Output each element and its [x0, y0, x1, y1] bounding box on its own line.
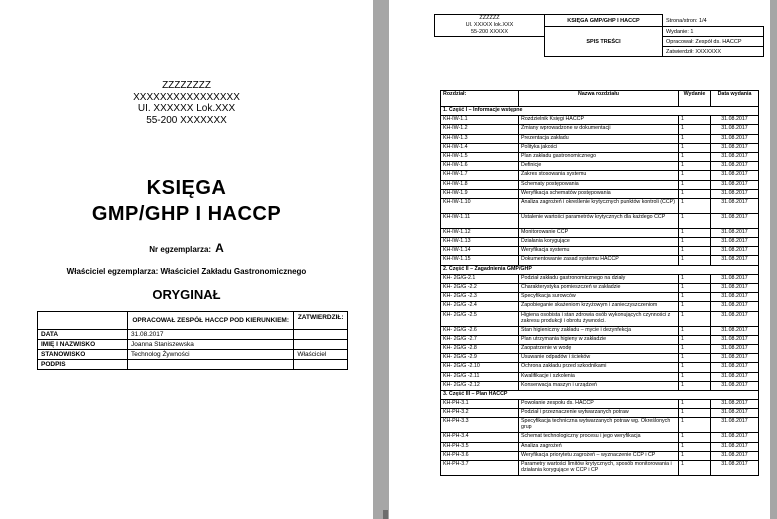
toc-edition: 1: [679, 180, 711, 189]
toc-chapter-name: Schemat technologiczny procesu i jego weryfikacja: [519, 433, 679, 442]
toc-chapter-code: KH-PH-3.5: [441, 442, 519, 451]
toc-date: 31.08.2017: [711, 354, 759, 363]
toc-row: [441, 433, 759, 442]
toc-chapter-code: KH-IW-1.2: [441, 125, 519, 134]
toc-edition: 1: [679, 433, 711, 442]
company-block: [435, 15, 545, 37]
toc-chapter-code: KH- 2G/G -2.8: [441, 344, 519, 353]
toc-chapter-name: Zmiany wprowadzone w dokumentacji: [519, 125, 679, 134]
toc-edition: 1: [679, 189, 711, 198]
toc-chapter-name: Konserwacja maszyn i urządzeń: [519, 381, 679, 390]
toc-edition: 1: [679, 213, 711, 228]
toc-chapter-name: Zaopatrzenie w wodę: [519, 344, 679, 353]
company-line: ZZZZZZ: [479, 15, 500, 21]
toc-edition: 1: [679, 284, 711, 293]
approval-label: STANOWISKO: [38, 350, 128, 360]
approved-header: ZATWIERDZIŁ:: [294, 312, 348, 330]
approval-label: PODPIS: [38, 360, 128, 370]
section-name: SPIS TREŚCI: [545, 27, 663, 57]
toc-date: 31.08.2017: [711, 189, 759, 198]
toc-chapter-code: KH-IW-1.15: [441, 256, 519, 265]
toc-chapter-name: Działania korygujące: [519, 238, 679, 247]
toc-row: [441, 198, 759, 213]
toc-row: [441, 311, 759, 326]
toc-chapter-name: Zapobieganie skażeniom krzyżowym i zanieczyszczeniom: [519, 302, 679, 311]
toc-row: [441, 354, 759, 363]
approval-row: [38, 350, 348, 360]
toc-date: 31.08.2017: [711, 162, 759, 171]
toc-date: 31.08.2017: [711, 442, 759, 451]
header-spacer: [435, 47, 545, 57]
toc-edition: 1: [679, 326, 711, 335]
approval-label: DATA: [38, 330, 128, 340]
company-line: 55-200 XXXXX: [471, 29, 508, 35]
toc-date: 31.08.2017: [711, 274, 759, 283]
toc-edition: 1: [679, 344, 711, 353]
original-label: ORYGINAŁ: [152, 287, 221, 302]
toc-row: [441, 171, 759, 180]
toc-chapter-code: KH- 2G/G -2.9: [441, 354, 519, 363]
toc-date: 31.08.2017: [711, 180, 759, 189]
toc-chapter-code: KH-PH-3.2: [441, 409, 519, 418]
toc-date: 31.08.2017: [711, 335, 759, 344]
toc-section-row: [441, 390, 759, 399]
address-line: ZZZZZZZZ: [162, 80, 211, 91]
toc-edition: 1: [679, 134, 711, 143]
toc-chapter-name: Kwalifikacje i szkolenia: [519, 372, 679, 381]
approval-row: [38, 360, 348, 370]
toc-chapter-code: KH- 2G/G -2.3: [441, 293, 519, 302]
address-line: UI. XXXXXX Lok.XXX: [137, 103, 236, 114]
toc-chapter-name: Weryfikacja schematów postępowania: [519, 189, 679, 198]
toc-chapter-code: KH-IW-1.5: [441, 152, 519, 161]
toc-table: [440, 90, 759, 476]
toc-chapter-name: Stan higieniczny zakładu – mycie i dezynfekcja: [519, 326, 679, 335]
copy-owner: Właściciel egzemplarza: Właściciel Zakładu Gastronomicznego: [66, 267, 307, 276]
toc-chapter-name: Podział zakładu gastronomicznego na działy: [519, 274, 679, 283]
toc-row: [441, 344, 759, 353]
toc-date: 31.08.2017: [711, 344, 759, 353]
toc-chapter-code: KH- 2G/G -2.5: [441, 311, 519, 326]
toc-row: [441, 152, 759, 161]
toc-edition: 1: [679, 125, 711, 134]
toc-edition: 1: [679, 143, 711, 152]
toc-edition: 1: [679, 293, 711, 302]
toc-edition: 1: [679, 228, 711, 237]
toc-row: [441, 418, 759, 433]
toc-chapter-name: Plan utrzymania higieny w zakładzie: [519, 335, 679, 344]
toc-date: 31.08.2017: [711, 302, 759, 311]
toc-row: [441, 134, 759, 143]
toc-chapter-name: Powołanie zespołu ds. HACCP: [519, 400, 679, 409]
toc-chapter-code: KH- 2G/G -2.4: [441, 302, 519, 311]
toc-date: 31.08.2017: [711, 228, 759, 237]
toc-chapter-code: KH-IW-1.7: [441, 171, 519, 180]
title-line: GMP/GHP I HACCP: [91, 203, 282, 225]
toc-chapter-name: Ochrona zakładu przed szkodnikami: [519, 363, 679, 372]
toc-chapter-name: Polityka jakości: [519, 143, 679, 152]
toc-edition: 1: [679, 418, 711, 433]
toc-date: 31.08.2017: [711, 152, 759, 161]
company-address: [0, 80, 373, 126]
approval-row: [38, 340, 348, 350]
copy-number: [0, 241, 373, 255]
toc-row: [441, 256, 759, 265]
toc-date: 31.08.2017: [711, 256, 759, 265]
address-line: 55-200 XXXXXXX: [146, 114, 227, 126]
approval-approved-value: [294, 330, 348, 340]
toc-edition: 1: [679, 451, 711, 460]
toc-date: 31.08.2017: [711, 418, 759, 433]
toc-section-title: 2. Część II – Zagadnienia GMP/GHP: [441, 265, 759, 274]
toc-date: 31.08.2017: [711, 293, 759, 302]
toc-chapter-code: KH-IW-1.4: [441, 143, 519, 152]
toc-edition: 1: [679, 247, 711, 256]
toc-chapter-code: KH- 2G/G -2.12: [441, 381, 519, 390]
approval-prepared-value: Technolog Żywności: [128, 350, 294, 360]
toc-chapter-code: KH- 2G/G -2.6: [441, 326, 519, 335]
toc-row: [441, 335, 759, 344]
toc-row: [441, 302, 759, 311]
toc-date: 31.08.2017: [711, 400, 759, 409]
toc-chapter-name: Parametry wartości limitów krytycznych, sposób monitorowania i działania korygujące w CCP i CP: [519, 461, 679, 476]
toc-date: 31.08.2017: [711, 213, 759, 228]
toc-row: [441, 363, 759, 372]
company-line: Ul. XXXXX lok.XXX: [465, 22, 514, 28]
toc-edition: 1: [679, 335, 711, 344]
toc-chapter-name: Weryfikacja priorytetu zagrożeń – wyznaczenie CCP i CP: [519, 451, 679, 460]
toc-section-title: 3. Część III – Plan HACCP: [441, 390, 759, 399]
toc-chapter-code: KH-IW-1.9: [441, 189, 519, 198]
prepared-by: Opracował: Zespół ds. HACCP: [663, 37, 764, 47]
toc-row: [441, 189, 759, 198]
toc-date: 31.08.2017: [711, 171, 759, 180]
toc-date: 31.08.2017: [711, 238, 759, 247]
toc-row: [441, 326, 759, 335]
book-name: KSIĘGA GMP/GHP I HACCP: [545, 15, 663, 27]
toc-row: [441, 143, 759, 152]
book-title: [0, 175, 373, 227]
toc-row: [441, 293, 759, 302]
approval-label: IMIĘ I NAZWISKO: [38, 340, 128, 350]
page-count: Strona/stron: 1/4: [663, 15, 764, 27]
approval-approved-value: [294, 340, 348, 350]
toc-chapter-code: KH-PH-3.4: [441, 433, 519, 442]
toc-date: 31.08.2017: [711, 372, 759, 381]
toc-row: [441, 442, 759, 451]
toc-chapter-name: Schematy postępowania: [519, 180, 679, 189]
toc-edition: 1: [679, 302, 711, 311]
toc-chapter-name: Prezentacja zakładu: [519, 134, 679, 143]
toc-date: 31.08.2017: [711, 247, 759, 256]
toc-row: [441, 372, 759, 381]
toc-edition: 1: [679, 381, 711, 390]
approval-approved-value: [294, 360, 348, 370]
toc-chapter-code: KH-IW-1.10: [441, 198, 519, 213]
toc-date: 31.08.2017: [711, 461, 759, 476]
approval-row: [38, 330, 348, 340]
toc-chapter-name: Weryfikacja systemu: [519, 247, 679, 256]
approval-prepared-value: 31.08.2017: [128, 330, 294, 340]
toc-chapter-code: KH-IW-1.12: [441, 228, 519, 237]
toc-date: 31.08.2017: [711, 363, 759, 372]
toc-date: 31.08.2017: [711, 326, 759, 335]
toc-row: [441, 247, 759, 256]
toc-edition: 1: [679, 152, 711, 161]
toc-chapter-code: KH-IW-1.14: [441, 247, 519, 256]
toc-chapter-code: KH-IW-1.1: [441, 116, 519, 125]
toc-section-row: [441, 265, 759, 274]
toc-chapter-name: Monitorowanie CCP: [519, 228, 679, 237]
toc-date: 31.08.2017: [711, 451, 759, 460]
toc-chapter-name: Usuwanie odpadów i ścieków: [519, 354, 679, 363]
approval-table: [37, 311, 348, 370]
toc-chapter-code: KH-PH-3.1: [441, 400, 519, 409]
toc-section-title: 1. Część I – Informacje wstępne: [441, 107, 759, 116]
toc-col-date: Data wydania: [711, 91, 759, 107]
toc-date: 31.08.2017: [711, 116, 759, 125]
toc-edition: 1: [679, 198, 711, 213]
toc-row: [441, 180, 759, 189]
toc-chapter-name: Specyfikacja surowców: [519, 293, 679, 302]
toc-edition: 1: [679, 116, 711, 125]
toc-chapter-code: KH-PH-3.7: [441, 461, 519, 476]
page-header-table: [434, 14, 764, 57]
toc-date: 31.08.2017: [711, 125, 759, 134]
toc-chapter-code: KH-IW-1.8: [441, 180, 519, 189]
toc-chapter-code: KH-PH-3.6: [441, 451, 519, 460]
toc-chapter-code: KH- 2G/G -2.7: [441, 335, 519, 344]
toc-row: [441, 125, 759, 134]
toc-edition: 1: [679, 442, 711, 451]
toc-page: [389, 0, 770, 519]
header-spacer: [435, 37, 545, 47]
edition: Wydanie: 1: [663, 27, 764, 37]
toc-date: 31.08.2017: [711, 284, 759, 293]
toc-edition: 1: [679, 461, 711, 476]
toc-row: [441, 213, 759, 228]
toc-chapter-name: Zakres stosowania systemu: [519, 171, 679, 180]
toc-edition: 1: [679, 409, 711, 418]
toc-chapter-name: Plan zakładu gastronomicznego: [519, 152, 679, 161]
toc-row: [441, 381, 759, 390]
title-line: KSIĘGA: [146, 177, 227, 199]
approval-approved-value: Właściciel: [294, 350, 348, 360]
prepared-header: OPRACOWAŁ ZESPÓŁ HACCP POD KIERUNKIEM:: [128, 312, 294, 330]
toc-chapter-name: Specyfikacja techniczna wytwarzanych potraw wg. Określonych grup: [519, 418, 679, 433]
toc-edition: 1: [679, 171, 711, 180]
toc-edition: 1: [679, 256, 711, 265]
toc-date: 31.08.2017: [711, 381, 759, 390]
toc-col-name: Nazwa rozdziału: [519, 91, 679, 107]
toc-chapter-code: KH-IW-1.6: [441, 162, 519, 171]
approval-prepared-value: Joanna Staniszewska: [128, 340, 294, 350]
toc-date: 31.08.2017: [711, 143, 759, 152]
toc-row: [441, 116, 759, 125]
toc-chapter-name: Rozdzielnik Księgi HACCP: [519, 116, 679, 125]
toc-row: [441, 238, 759, 247]
toc-row: [441, 409, 759, 418]
copy-number-label: Nr egzemplarza:: [149, 245, 212, 254]
toc-section-row: [441, 107, 759, 116]
toc-row: [441, 228, 759, 237]
toc-chapter-name: Ustalenie wartości parametrów krytycznych dla każdego CCP: [519, 213, 679, 228]
cover-page: [0, 0, 373, 519]
toc-chapter-code: KH- 2G/G -2.2: [441, 284, 519, 293]
toc-chapter-code: KH- 2G/G-2.1: [441, 274, 519, 283]
toc-date: 31.08.2017: [711, 433, 759, 442]
address-line: XXXXXXXXXXXXXXXX: [133, 91, 240, 103]
scrollbar-thumb[interactable]: [383, 510, 388, 519]
toc-chapter-code: KH- 2G/G -2.10: [441, 363, 519, 372]
toc-row: [441, 162, 759, 171]
toc-chapter-name: Analiza zagrożeń: [519, 442, 679, 451]
toc-chapter-code: KH-IW-1.3: [441, 134, 519, 143]
toc-row: [441, 400, 759, 409]
toc-chapter-name: Definicje: [519, 162, 679, 171]
toc-edition: 1: [679, 274, 711, 283]
toc-edition: 1: [679, 354, 711, 363]
toc-date: 31.08.2017: [711, 311, 759, 326]
toc-chapter-name: Charakterystyka pomieszczeń w zakładzie: [519, 284, 679, 293]
toc-chapter-name: Higiena osobista i stan zdrowia osób wykonujących czynności z zakresu produkcji i obrotu żywności.: [519, 311, 679, 326]
approved-by: Zatwierdził: XXXXXXX: [663, 47, 764, 57]
toc-edition: 1: [679, 400, 711, 409]
toc-edition: 1: [679, 372, 711, 381]
toc-chapter-code: KH- 2G/G -2.11: [441, 372, 519, 381]
toc-chapter-code: KH-IW-1.13: [441, 238, 519, 247]
toc-row: [441, 274, 759, 283]
toc-row: [441, 284, 759, 293]
toc-chapter-name: Analiza zagrożeń i określenie krytycznych punktów kontroli (CCP): [519, 198, 679, 213]
toc-date: 31.08.2017: [711, 134, 759, 143]
toc-col-edition: Wydanie: [679, 91, 711, 107]
toc-date: 31.08.2017: [711, 198, 759, 213]
toc-chapter-name: Dokumentowanie zasad systemu HACCP: [519, 256, 679, 265]
toc-chapter-name: Podział i przeznaczenie wytwarzanych potraw: [519, 409, 679, 418]
toc-edition: 1: [679, 363, 711, 372]
toc-chapter-code: KH-IW-1.11: [441, 213, 519, 228]
toc-edition: 1: [679, 238, 711, 247]
approval-corner: [38, 312, 128, 330]
copy-number-value: A: [215, 241, 224, 255]
toc-chapter-code: KH-PH-3.3: [441, 418, 519, 433]
toc-date: 31.08.2017: [711, 409, 759, 418]
toc-row: [441, 451, 759, 460]
toc-col-chapter: Rozdział:: [441, 91, 519, 107]
approval-prepared-value: [128, 360, 294, 370]
toc-edition: 1: [679, 162, 711, 171]
toc-edition: 1: [679, 311, 711, 326]
toc-row: [441, 461, 759, 476]
